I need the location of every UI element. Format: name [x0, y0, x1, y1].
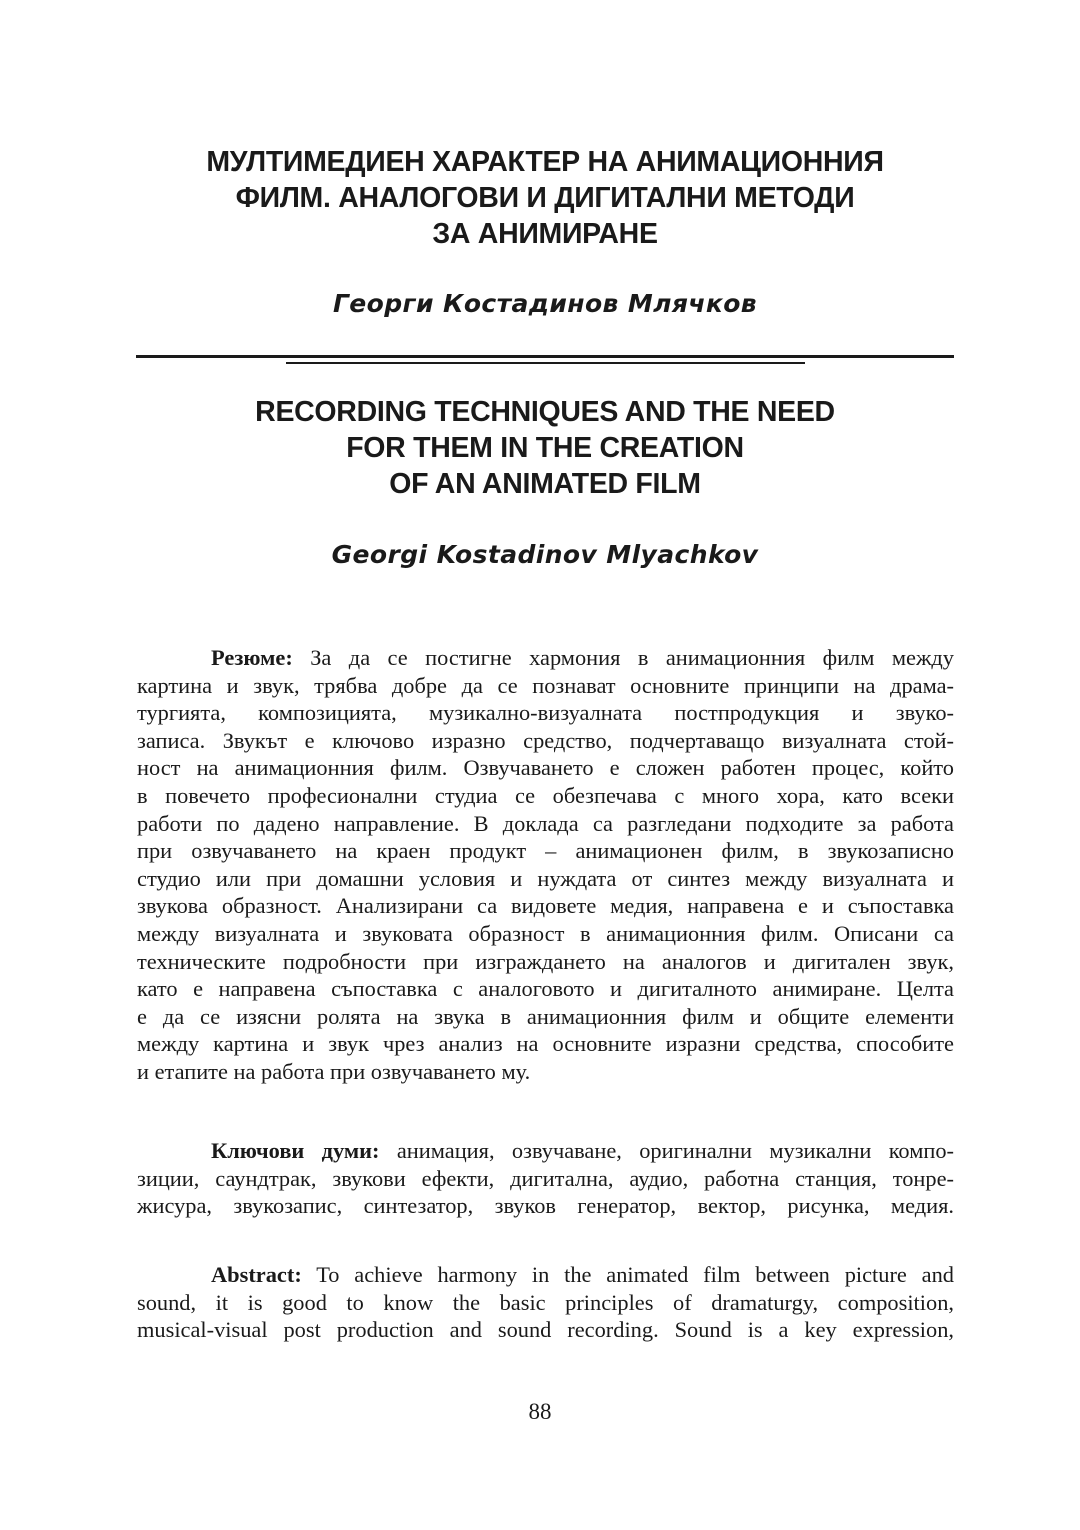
abstract-bulgarian-line: ност на анимационния филм. Озвучаването е сложен работен процес, който	[137, 755, 954, 781]
keywords-bulgarian-line: жисура, звукозапис, синтезатор, звуков генератор, вектор, рисунка, медия.	[137, 1193, 954, 1219]
abstract-bulgarian-line: и етапите на работа при озвучаването му.	[137, 1058, 531, 1084]
author-english: Georgi Kostadinov Mlyachkov	[331, 540, 759, 569]
title-bulgarian	[136, 144, 954, 252]
abstract-bulgarian-line: като е направена съпоставка с аналоговото и дигиталното анимиране. Целта	[137, 976, 954, 1002]
abstract-bulgarian-line: студио или при домашни условия и нуждата от синтез между визуалната и	[137, 865, 954, 891]
abstract-english-line: Abstract: To achieve harmony in the animated film between picture and	[211, 1262, 954, 1287]
keywords-bulgarian	[137, 1137, 954, 1220]
abstract-english-line: sound, it is good to know the basic principles of dramaturgy, composition,	[137, 1289, 954, 1315]
abstract-bulgarian	[137, 644, 954, 1086]
abstract-bulgarian-line: е да се изясни ролята на звука в анимационния филм и общите елементи	[137, 1003, 954, 1029]
title-bulgarian-line-2: ФИЛМ. АНАЛОГОВИ И ДИГИТАЛНИ МЕТОДИ	[235, 182, 855, 214]
abstract-english	[137, 1261, 954, 1344]
abstract-bulgarian-label: Резюме:	[211, 645, 293, 670]
keywords-bulgarian-line: зиции, саундтрак, звукови ефекти, дигитална, аудио, работна станция, тонре-	[137, 1165, 954, 1191]
abstract-bulgarian-line: техническите подробности при изграждането на аналогов и дигитален звук,	[137, 948, 954, 974]
abstract-bulgarian-line: при озвучаването на краен продукт – анимационен филм, в звукозаписно	[137, 838, 954, 864]
keywords-bulgarian-label: Ключови думи:	[211, 1138, 380, 1163]
abstract-bulgarian-line: Резюме: За да се постигне хармония в анимационния филм между	[211, 645, 954, 670]
author-bulgarian: Георги Костадинов Млячков	[332, 289, 758, 318]
title-english	[136, 394, 954, 502]
keywords-bulgarian-line: Ключови думи: анимация, озвучаване, оригинални музикални компо-	[211, 1138, 955, 1163]
abstract-bulgarian-line: тургията, композицията, музикално-визуалната постпродукция и звуко-	[137, 700, 954, 726]
abstract-bulgarian-line: работи по дадено направление. В доклада са разгледани подходите за работа	[137, 810, 954, 836]
title-english-line-1: RECORDING TECHNIQUES AND THE NEED	[255, 396, 835, 428]
abstract-bulgarian-line: между картина и звук чрез анализ на основните изразни средства, способите	[137, 1031, 954, 1057]
divider-long	[136, 355, 954, 358]
abstract-english-line: musical-visual post production and sound recording. Sound is a key expression,	[137, 1317, 954, 1343]
abstract-bulgarian-line: в повечето професионални студиа се обезпечава с много хора, като всеки	[137, 782, 954, 808]
abstract-bulgarian-line: звукова образност. Анализирани са видовете медия, направена е и съпоставка	[137, 893, 954, 919]
abstract-bulgarian-line: записа. Звукът е ключово изразно средство, подчертаващо визуалната стой-	[137, 727, 954, 753]
title-english-line-2: FOR THEM IN THE CREATION	[346, 432, 744, 464]
title-bulgarian-line-1: МУЛТИМЕДИЕН ХАРАКТЕР НА АНИМАЦИОННИЯ	[206, 146, 884, 178]
title-english-line-3: OF AN ANIMATED FILM	[389, 468, 701, 500]
abstract-english-label: Abstract:	[211, 1262, 302, 1287]
title-bulgarian-line-3: ЗА АНИМИРАНЕ	[432, 218, 658, 250]
page-number: 88	[528, 1399, 552, 1424]
divider-short	[286, 362, 805, 364]
abstract-bulgarian-line: картина и звук, трябва добре да се познават основните принципи на драма-	[137, 672, 954, 698]
abstract-bulgarian-line: между визуалната и звуковата образност в анимационния филм. Описани са	[137, 920, 954, 946]
